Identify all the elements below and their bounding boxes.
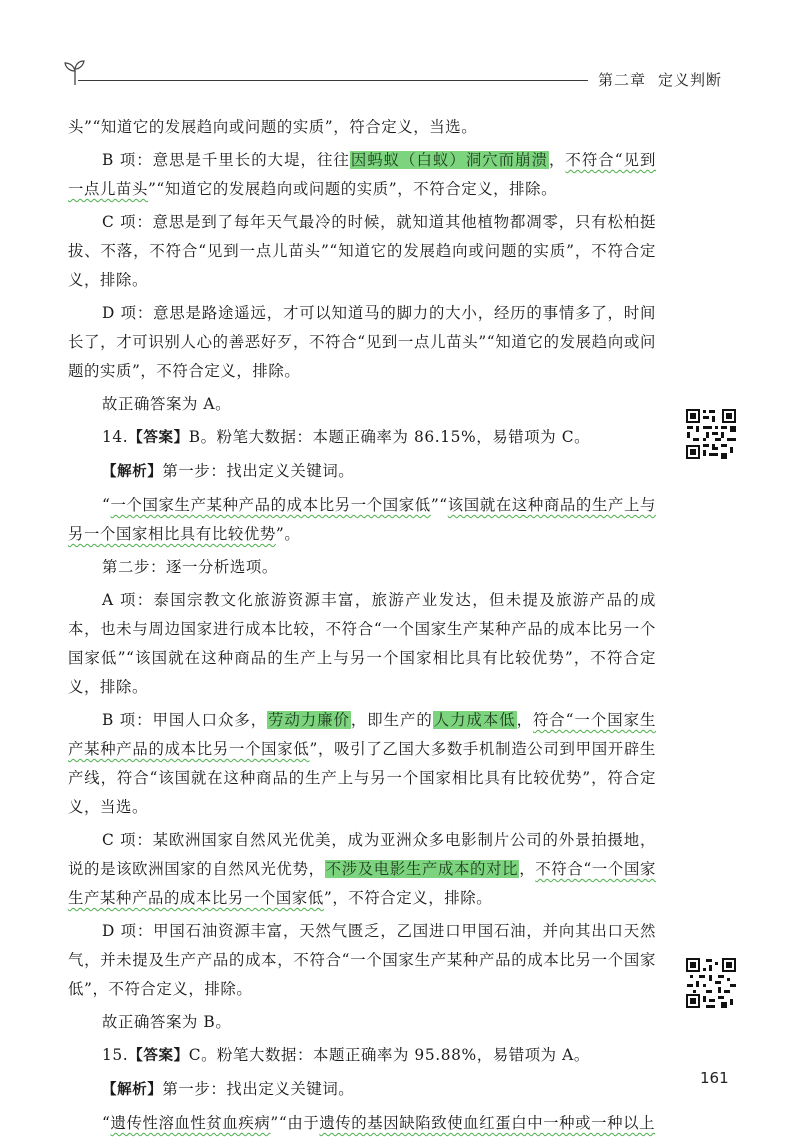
qr-code-icon[interactable] [685,957,737,1009]
text: ”“知道它的发展趋向或问题的实质”，不符合定义，排除。 [147,180,558,198]
highlight: 不涉及电影生产成本的对比 [325,860,519,878]
chapter-title [598,69,734,90]
text: D 项：意思是路途遥远，才可以知道马的脚力的大小，经历的事情多了，时间长了，才可识别人心的善恶好歹，不符合“见到一点儿苗头”“知道它的发展趋向或问题的实质”，不符合定义，排除。 [68,304,656,380]
sprout-icon [60,58,90,86]
answer-label: 【答案】 [128,430,189,446]
paragraph [68,826,656,913]
analysis-line [68,457,656,487]
page-header [0,0,800,110]
wavy-underline-text: 遗传性溶血性贫血疾病 [110,1114,271,1132]
text: C。粉笔大数据：本题正确率为 95.88%，易错项为 A。 [188,1046,590,1064]
text: 第一步：找出定义关键词。 [162,462,355,480]
paragraph [68,113,656,142]
text: 故正确答案为 A。 [102,395,232,413]
question-number: 15. [102,1046,129,1064]
paragraph [68,586,656,702]
text: “ [102,496,111,514]
paragraph [68,1008,656,1037]
text: C 项：意思是到了每年天气最冷的时候，就知道其他植物都凋零，只有松柏挺拔、不落，不符合“见到一点儿苗头”“知道它的发展趋向或问题的实质”，不符合定义，排除。 [68,213,656,289]
text: ，即生产的 [350,711,433,729]
highlight: 因蚂蚁（白蚁）洞穴而崩溃 [350,151,548,169]
chapter-number: 第二章 [598,71,647,89]
analysis-label: 【解析】 [102,464,163,480]
page-body [68,113,656,1142]
text: 头”“知道它的发展趋向或问题的实质”，符合定义，当选。 [68,118,478,136]
wavy-underline-text: 遗传的基因缺陷致使血红蛋白中一种或一种以上 [319,1114,656,1132]
answer-line [68,1041,656,1071]
text: 第一步：找出定义关键词。 [162,1080,355,1098]
wavy-underline-text: 该国就在这种商品的生产上与另一个国家相比具有比较优势 [68,496,656,543]
paragraph [68,553,656,582]
paragraph [68,390,656,419]
highlight: 劳动力廉价 [268,711,350,729]
text: B。粉笔大数据：本题正确率为 86.15%，易错项为 C。 [188,428,591,446]
analysis-line [68,1075,656,1105]
text: ”，吸引了乙国大多数手机制造公司到甲国开辟生产线，符合“该国就在这种商品的生产上与另一个国家相比具有比较优势”，符合定义，当选。 [68,740,656,816]
wavy-underline-text: 不符合“见到一点儿苗头 [68,151,657,198]
text: B 项：意思是千里长的大堤，往往 [102,151,350,169]
question-number: 14. [102,428,129,446]
text: ”。 [275,525,301,543]
text: D 项：甲国石油资源丰富，天然气匮乏，乙国进口甲国石油，并向其出口天然气，并未提及生产产品的成本，不符合“一个国家生产某种产品的成本比另一个国家低”，不符合定义，排除。 [68,922,656,998]
answer-line [68,423,656,453]
paragraph [68,208,656,295]
qr-code-icon[interactable] [685,408,737,460]
highlight: 人力成本低 [433,711,516,729]
text: 第二步：逐一分析选项。 [102,558,278,576]
text: ”，不符合定义，排除。 [323,889,493,907]
wavy-underline-text: 一个国家生产某种产品的成本比另一个国家低 [110,496,431,514]
paragraph [68,917,656,1004]
paragraph [68,706,656,822]
text: B 项：甲国人口众多， [102,711,268,729]
wavy-underline-text: 符合“一个国家生产某种产品的成本比另一个国家低 [68,711,656,758]
paragraph [68,299,656,386]
paragraph [68,146,656,204]
text: 故正确答案为 B。 [102,1013,232,1031]
text: ”“由于 [270,1114,320,1132]
text: ， [516,711,533,729]
analysis-label: 【解析】 [102,1082,163,1098]
section-title: 定义判断 [658,71,723,89]
paragraph [68,491,656,549]
answer-label: 【答案】 [128,1048,189,1064]
page-number: 161 [700,1069,729,1087]
text: “ [102,1114,111,1132]
text: ， [548,151,566,169]
text: ”“ [430,496,448,514]
text: A 项：泰国宗教文化旅游资源丰富，旅游产业发达，但未提及旅游产品的成本，也未与周边国家进行成本比较，不符合“一个国家生产某种产品的成本比另一个国家低”“该国就在这种商品的生产上与另一个国家相比具有比较优势”，不符合定义，排除。 [68,591,656,696]
text: ， [519,860,536,878]
header-rule [78,80,588,81]
wavy-underline-text: 不符合“一个国家生产某种产品的成本比另一个国家低 [68,860,656,907]
text: C 项：某欧洲国家自然风光优美，成为亚洲众多电影制片公司的外景拍摄地，说的是该欧洲国家的自然风光优势， [68,831,656,878]
